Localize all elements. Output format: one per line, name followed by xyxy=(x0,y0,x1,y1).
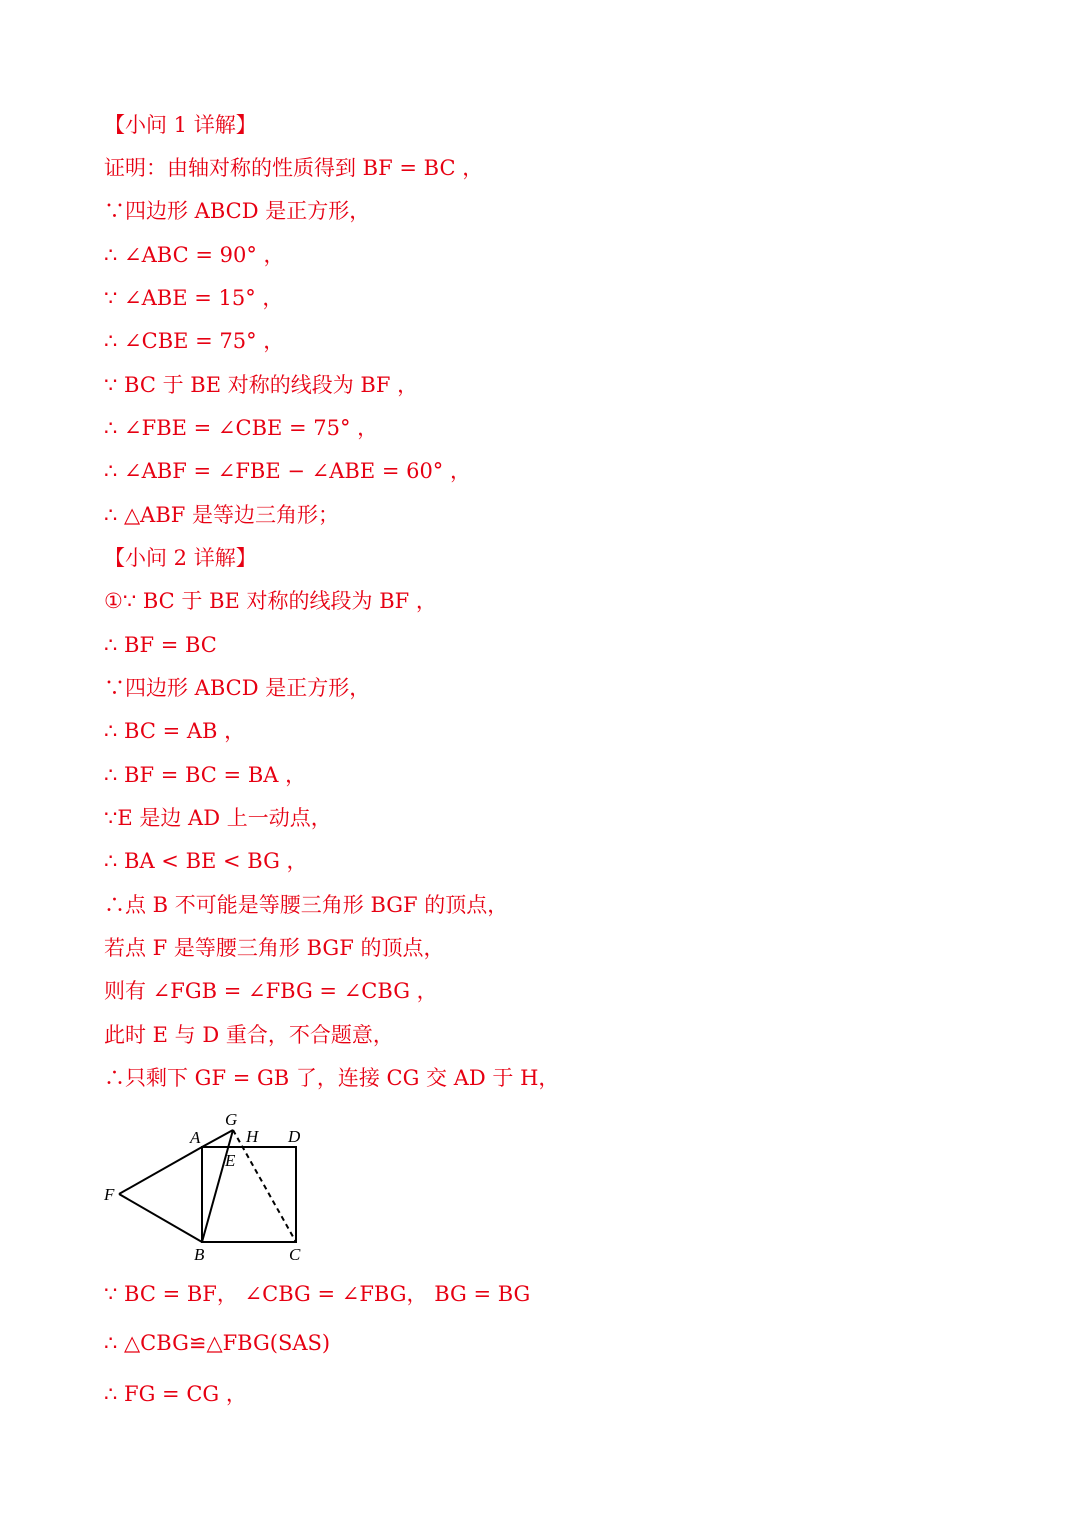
proof-line: ①∵ BC 于 BE 对称的线段为 BF ， xyxy=(104,589,437,613)
proof-line: ∴ ∠ABC = 90° ， xyxy=(104,243,285,267)
proof-line: 此时 E 与 D 重合，不合题意， xyxy=(104,1023,394,1047)
segment-fa xyxy=(119,1147,202,1194)
proof-line: ∵E 是边 AD 上一动点， xyxy=(104,806,332,830)
segment-fb xyxy=(119,1194,202,1242)
proof-line: ∵ ∠ABE = 15° ， xyxy=(104,286,284,310)
geometry-figure xyxy=(100,1108,320,1266)
proof-line: ∴点 B 不可能是等腰三角形 BGF 的顶点， xyxy=(104,893,509,917)
proof-line: ∵四边形 ABCD 是正方形， xyxy=(104,199,371,223)
proof-line: 则有 ∠FGB = ∠FBG = ∠CBG ， xyxy=(104,979,438,1003)
proof-line: ∴ △ABF 是等边三角形； xyxy=(104,503,340,527)
label-e: E xyxy=(225,1151,236,1170)
proof-line: 若点 F 是等腰三角形 BGF 的顶点， xyxy=(104,936,445,960)
proof-line: ∵四边形 ABCD 是正方形， xyxy=(104,676,371,700)
label-b: B xyxy=(194,1245,205,1264)
proof-line: ∴ ∠CBE = 75° ， xyxy=(104,329,285,353)
proof-line: ∴ FG = CG ， xyxy=(104,1382,247,1406)
proof-line: ∴只剩下 GF = GB 了，连接 CG 交 AD 于 H， xyxy=(104,1066,560,1090)
proof-line: ∴ BF = BC = BA ， xyxy=(104,763,307,787)
proof-line: ∴ △CBG≌△FBG(SAS) xyxy=(104,1331,331,1355)
label-f: F xyxy=(104,1185,115,1204)
proof-line: ∴ BC = AB ， xyxy=(104,719,246,743)
label-g: G xyxy=(225,1110,238,1129)
section-1-heading: 【小问 1 详解】 xyxy=(104,113,257,137)
proof-line: ∵ BC 于 BE 对称的线段为 BF ， xyxy=(104,373,419,397)
section-2-heading: 【小问 2 详解】 xyxy=(104,546,257,570)
proof-line: ∴ ∠FBE = ∠CBE = 75° ， xyxy=(104,416,379,440)
label-c: C xyxy=(289,1245,301,1264)
proof-line: ∴ BA < BE < BG ， xyxy=(104,849,308,873)
label-a: A xyxy=(190,1128,201,1147)
label-h: H xyxy=(246,1127,259,1146)
label-d: D xyxy=(288,1127,301,1146)
proof-line: ∴ ∠ABF = ∠FBE − ∠ABE = 60° ， xyxy=(104,459,471,483)
proof-line: 证明：由轴对称的性质得到 BF = BC ， xyxy=(104,156,484,180)
proof-line: ∴ BF = BC xyxy=(104,633,217,657)
proof-line: ∵ BC = BF， ∠CBG = ∠FBG， BG = BG xyxy=(104,1282,531,1306)
